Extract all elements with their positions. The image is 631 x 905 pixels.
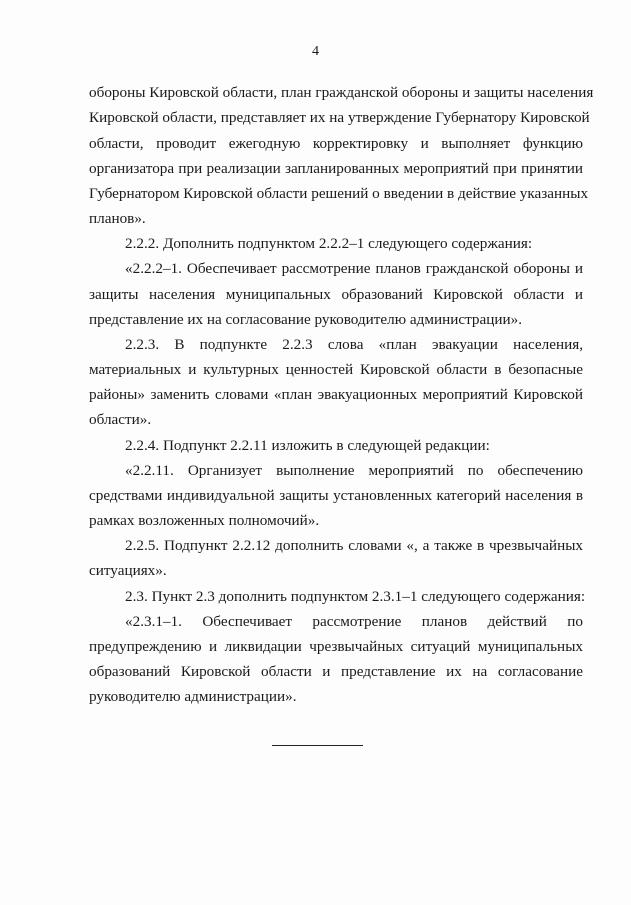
text-line: рамках возложенных полномочий». (89, 512, 320, 529)
paragraph-heading: 2.2.5. Подпункт 2.2.12 дополнить словами «, а также в чрезвычайных (125, 537, 583, 554)
text-line: ситуациях». (89, 562, 167, 579)
page-number: 4 (312, 44, 319, 59)
end-of-text-rule (272, 745, 363, 746)
paragraph-heading: 2.3. Пункт 2.3 дополнить подпунктом 2.3.1–1 следующего содержания: (125, 588, 586, 605)
paragraph-heading: 2.2.3. В подпункте 2.2.3 слова «план эвакуации населения, (125, 336, 583, 353)
text-line: обороны Кировской области, план гражданской обороны и защиты населения (89, 84, 594, 101)
text-line: «2.2.2–1. Обеспечивает рассмотрение планов гражданской обороны и (125, 260, 583, 277)
text-line: Губернатором Кировской области решений о введении в действие указанных (89, 185, 589, 202)
text-line: организатора при реализации запланированных мероприятий при принятии (89, 160, 583, 177)
paragraph-heading: 2.2.2. Дополнить подпунктом 2.2.2–1 следующего содержания: (125, 235, 533, 252)
text-line: материальных и культурных ценностей Кировской области в безопасные (89, 361, 583, 378)
text-line: области, проводит ежегодную корректировку и выполняет функцию (89, 135, 583, 152)
text-line: планов». (89, 210, 146, 227)
text-line: представление их на согласование руководителю администрации». (89, 311, 523, 328)
text-line: образований Кировской области и представление их на согласование (89, 663, 583, 680)
text-line: предупреждению и ликвидации чрезвычайных ситуаций муниципальных (89, 638, 583, 655)
text-line: «2.2.11. Организует выполнение мероприятий по обеспечению (125, 462, 583, 479)
text-line: средствами индивидуальной защиты установленных категорий населения в (89, 487, 583, 504)
text-line: «2.3.1–1. Обеспечивает рассмотрение планов действий по (125, 613, 583, 630)
paragraph-heading: 2.2.4. Подпункт 2.2.11 изложить в следующей редакции: (125, 437, 490, 454)
text-line: районы» заменить словами «план эвакуационных мероприятий Кировской (89, 386, 583, 403)
text-line: руководителю администрации». (89, 688, 297, 705)
text-line: Кировской области, представляет их на утверждение Губернатору Кировской (89, 109, 590, 126)
text-line: защиты населения муниципальных образований Кировской области и (89, 286, 583, 303)
text-line: области». (89, 411, 152, 428)
